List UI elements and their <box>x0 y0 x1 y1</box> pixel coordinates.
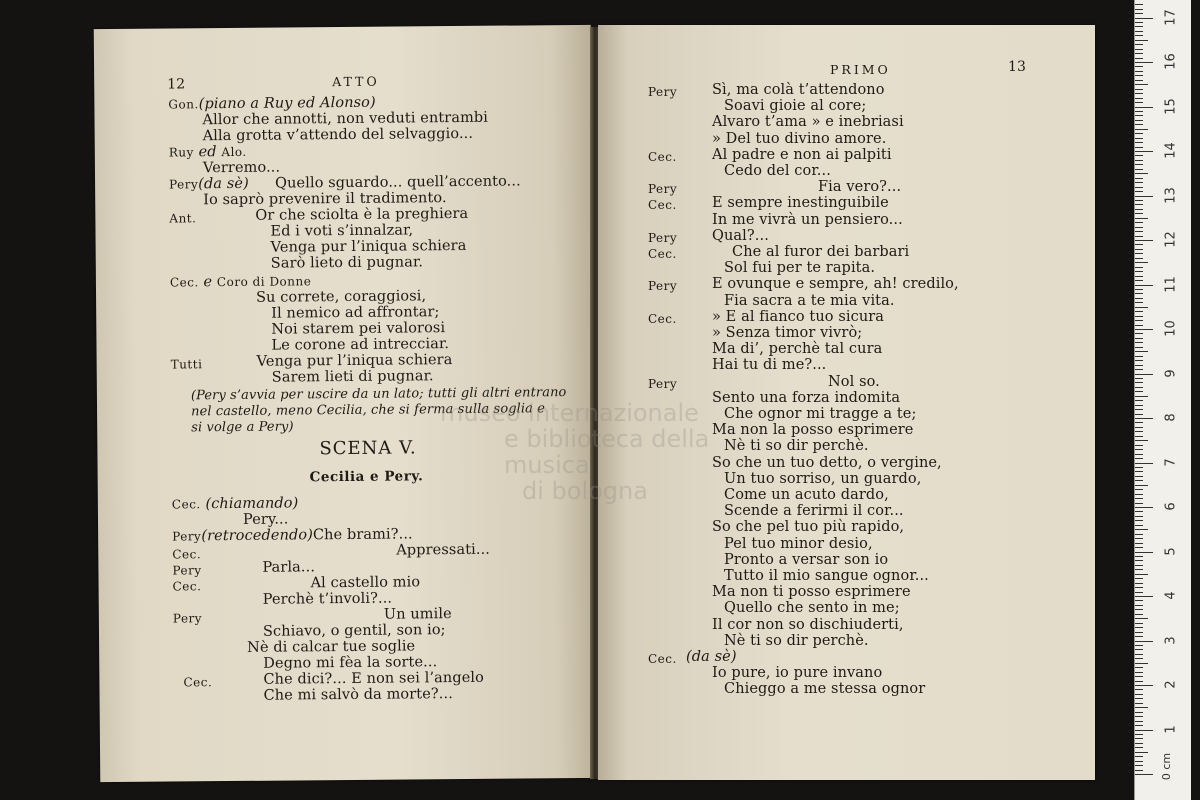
ruler-tick <box>1135 422 1143 423</box>
verse-line: Scende a ferirmi il cor... <box>724 503 904 520</box>
verse-line: Un tuo sorriso, un guardo, <box>724 470 922 487</box>
ruler-tick <box>1135 253 1143 254</box>
verse-line: Cec. e Coro di Donne <box>169 274 312 291</box>
verse-line: Perchè t’involi?... <box>262 590 393 608</box>
ruler-tick <box>1135 552 1153 553</box>
ruler-tick <box>1135 525 1143 526</box>
ruler-tick <box>1135 191 1143 192</box>
speaker-label: Cec. <box>183 675 213 690</box>
ruler-tick <box>1135 387 1143 388</box>
ruler-tick <box>1135 569 1143 570</box>
ruler-tick <box>1135 707 1148 708</box>
ruler-tick <box>1135 160 1143 161</box>
ruler-tick <box>1135 529 1148 530</box>
speaker-label: Pery <box>172 611 203 626</box>
verse-line: Sol fui per te rapita. <box>724 260 876 277</box>
ruler-tick <box>1135 565 1143 566</box>
speaker-label: Cec. <box>172 579 202 594</box>
ruler-tick <box>1135 658 1143 659</box>
ruler-tick <box>1135 133 1143 134</box>
ruler-tick <box>1135 463 1153 464</box>
ruler-tick <box>1135 18 1153 19</box>
ruler-tick <box>1135 338 1143 339</box>
ruler-tick <box>1135 600 1143 601</box>
speaker-label: Cec. <box>172 547 202 562</box>
ruler-tick <box>1135 494 1143 495</box>
ruler-number: 6 <box>1163 502 1179 511</box>
ruler-tick <box>1135 115 1143 116</box>
ruler-tick <box>1135 89 1143 90</box>
verse-line: Come un acuto dardo, <box>724 487 889 503</box>
ruler-tick <box>1135 734 1143 735</box>
ruler-tick <box>1135 587 1143 588</box>
ruler-number: 7 <box>1163 457 1179 467</box>
ruler-tick <box>1135 547 1143 548</box>
ruler-tick <box>1135 703 1143 704</box>
ruler-tick <box>1135 743 1143 744</box>
stage-direction: nel castello, meno Cecilia, che si ferma sulla soglia e <box>191 401 546 420</box>
ruler-tick <box>1135 285 1153 286</box>
ruler-tick <box>1135 98 1143 99</box>
ruler-tick <box>1135 503 1143 504</box>
ruler-tick <box>1135 543 1143 544</box>
ruler-number: 11 <box>1163 275 1179 293</box>
ruler-tick <box>1135 169 1143 170</box>
verse-line: Che al furor dei barbari <box>732 244 910 260</box>
speaker-label: Pery <box>648 85 678 99</box>
ruler-tick <box>1135 578 1143 579</box>
ruler-number: 13 <box>1163 186 1179 204</box>
ruler-tick <box>1135 756 1143 757</box>
ruler-number: 5 <box>1163 546 1179 556</box>
speaker-label: Cec. <box>648 149 677 164</box>
verse-line: Venga pur l’iniqua schiera <box>256 352 453 370</box>
ruler-tick <box>1135 102 1143 103</box>
ruler-tick <box>1135 155 1143 156</box>
ruler-tick <box>1135 636 1143 637</box>
ruler-tick <box>1135 307 1148 308</box>
ruler-tick <box>1135 730 1153 731</box>
ruler-tick <box>1135 374 1153 375</box>
ruler-number: 16 <box>1163 53 1179 70</box>
ruler-number: 15 <box>1163 97 1179 115</box>
ruler-tick <box>1135 574 1148 575</box>
verse-line: Un umile <box>383 606 452 623</box>
ruler-tick <box>1135 641 1153 642</box>
ruler-tick <box>1135 480 1143 481</box>
ruler-tick <box>1135 458 1143 459</box>
ruler-tick <box>1135 721 1143 722</box>
ruler-tick <box>1135 560 1143 561</box>
ruler-tick <box>1135 747 1143 748</box>
verse-line: Ed i voti s’innalzar, <box>270 222 414 240</box>
verse-line: Quello che sento in me; <box>724 600 900 617</box>
ruler-tick <box>1135 712 1143 713</box>
verse-line: Alvaro t’ama » e inebriasi <box>712 114 904 131</box>
verse-line: Cedo del cor... <box>724 163 831 179</box>
ruler-tick <box>1135 178 1143 179</box>
ruler-tick <box>1135 556 1143 557</box>
ruler-tick <box>1135 120 1143 121</box>
ruler-tick <box>1135 485 1148 486</box>
ruler-tick <box>1135 53 1143 54</box>
ruler-tick <box>1135 770 1143 771</box>
verse-line: Ma non ti posso esprimere <box>712 584 911 601</box>
verse-line: Io saprò prevenire il tradimento. <box>203 190 447 209</box>
verse-line: So che pel tuo più rapido, <box>712 519 905 536</box>
speaker-label: Ant. <box>169 211 197 226</box>
ruler-tick <box>1135 369 1143 370</box>
ruler-tick <box>1135 111 1143 112</box>
verse-line: In me vivrà un pensiero... <box>712 211 903 228</box>
left-running-head: ATTO <box>332 73 380 90</box>
ruler-tick <box>1135 672 1143 673</box>
ruler-tick <box>1135 267 1143 268</box>
verse-line: Il nemico ad affrontar; <box>271 304 440 322</box>
ruler-tick <box>1135 632 1143 633</box>
ruler-tick <box>1135 436 1143 437</box>
ruler-tick <box>1135 4 1143 5</box>
ruler-number: 10 <box>1163 320 1179 337</box>
ruler-tick <box>1135 31 1143 32</box>
ruler-tick <box>1135 645 1143 646</box>
verse-line: Venga pur l’iniqua schiera <box>270 237 467 256</box>
ruler-tick <box>1135 538 1143 539</box>
ruler-tick <box>1135 520 1143 521</box>
ruler-number: 4 <box>1163 591 1179 600</box>
left-page-number: 12 <box>167 76 186 93</box>
verse-line: Nè di calcar tue soglie <box>247 638 416 656</box>
ruler-tick <box>1135 654 1143 655</box>
speaker-label: Cec. <box>648 652 677 666</box>
ruler-tick <box>1135 316 1143 317</box>
ruler-number: 2 <box>1163 680 1179 689</box>
ruler-tick <box>1135 196 1153 197</box>
ruler-tick <box>1135 445 1143 446</box>
ruler-tick <box>1135 35 1143 36</box>
ruler-tick <box>1135 418 1153 419</box>
verse-line: Or che sciolta è la preghiera <box>255 205 469 224</box>
verse-line: Nè ti so dir perchè. <box>724 438 869 455</box>
ruler-tick <box>1135 49 1143 50</box>
ruler-tick <box>1135 129 1148 130</box>
ruler-tick <box>1135 427 1143 428</box>
ruler-tick <box>1135 218 1148 219</box>
ruler-tick <box>1135 716 1143 717</box>
ruler-tick <box>1135 440 1148 441</box>
ruler-unit-label: 0 cm <box>1160 752 1174 781</box>
ruler-tick <box>1135 227 1143 228</box>
ruler-tick <box>1135 231 1143 232</box>
ruler-tick <box>1135 592 1143 593</box>
ruler-tick <box>1135 124 1143 125</box>
ruler-tick <box>1135 649 1143 650</box>
ruler-tick <box>1135 320 1143 321</box>
ruler-tick <box>1135 765 1143 766</box>
verse-line: Qual?... <box>712 227 769 244</box>
verse-line: Sarò lieto di pugnar. <box>270 254 424 272</box>
verse-line: Nè ti so dir perchè. <box>724 632 869 649</box>
verse-line: Che mi salvò da morte?... <box>263 686 453 704</box>
verse-line: Su correte, coraggiosi, <box>256 288 427 306</box>
ruler-number: 1 <box>1163 724 1179 734</box>
ruler-tick <box>1135 605 1143 606</box>
verse-line: Schiavo, o gentil, son io; <box>262 622 446 640</box>
ruler-tick <box>1135 774 1153 775</box>
ruler-tick <box>1135 249 1143 250</box>
ruler-tick <box>1135 209 1143 210</box>
ruler-tick <box>1135 325 1143 326</box>
ruler-tick <box>1135 258 1143 259</box>
verse-line: Nol so. <box>828 373 880 390</box>
ruler-tick <box>1135 276 1143 277</box>
ruler-tick <box>1135 516 1143 517</box>
verse-line: Pel tuo minor desio, <box>724 535 873 552</box>
ruler-tick <box>1135 93 1143 94</box>
ruler-tick <box>1135 173 1148 174</box>
ruler-tick <box>1135 342 1143 343</box>
ruler-tick <box>1135 689 1143 690</box>
verse-line: Hai tu di me?... <box>712 357 827 374</box>
ruler-tick <box>1135 405 1143 406</box>
ruler-tick <box>1135 400 1143 401</box>
ruler-tick <box>1135 618 1148 619</box>
ruler-tick <box>1135 489 1143 490</box>
verse-line: E ovunque e sempre, ah! credilo, <box>712 276 959 293</box>
right-running-head: PRIMO <box>830 62 891 77</box>
ruler-tick <box>1135 187 1143 188</box>
verse-line: Fia sacra a te mia vita. <box>724 292 895 309</box>
verse-line: Che ognor mi tragge a te; <box>724 406 917 422</box>
ruler-tick <box>1135 396 1148 397</box>
ruler-tick <box>1135 752 1148 753</box>
ruler-tick <box>1135 44 1143 45</box>
ruler-tick <box>1135 280 1143 281</box>
ruler-tick <box>1135 725 1143 726</box>
verse-line: Che dici?... E non sei l’angelo <box>263 669 485 688</box>
ruler-tick <box>1135 614 1143 615</box>
ruler-tick <box>1135 107 1153 108</box>
ruler-tick <box>1135 75 1143 76</box>
ruler-tick <box>1135 623 1143 624</box>
speaker-label: Tutti <box>170 357 203 372</box>
ruler-tick <box>1135 236 1143 237</box>
speaker-label: Pery <box>648 230 678 245</box>
verse-line: Io pure, io pure invano <box>712 665 883 682</box>
ruler-tick <box>1135 449 1143 450</box>
ruler-tick <box>1135 681 1143 682</box>
scene-title: SCENA V. <box>319 437 417 460</box>
ruler-tick <box>1135 333 1143 334</box>
speaker-label: Cec. <box>648 198 677 213</box>
ruler-tick <box>1135 40 1148 41</box>
verse-line: Al padre e non ai palpiti <box>712 146 892 163</box>
ruler-tick <box>1135 663 1148 664</box>
ruler-tick <box>1135 151 1153 152</box>
ruler-tick <box>1135 298 1143 299</box>
ruler-tick <box>1135 534 1143 535</box>
stage-direction: (Pery s’avvia per uscire da un lato; tutti gli altri entrano <box>190 385 567 404</box>
scene-characters: Cecilia e Pery. <box>309 468 424 486</box>
ruler-tick <box>1135 360 1143 361</box>
ruler-tick <box>1135 498 1143 499</box>
verse-line: Le corone ad intrecciar. <box>271 336 450 354</box>
ruler-tick <box>1135 302 1143 303</box>
verse-line: Parla... <box>262 559 316 576</box>
speaker-label: Cec. <box>648 311 677 326</box>
ruler-tick <box>1135 627 1143 628</box>
ruler-tick <box>1135 471 1143 472</box>
ruler-tick <box>1135 271 1143 272</box>
verse-line: Alla grotta v’attendo del selvaggio... <box>202 125 474 145</box>
ruler-number: 14 <box>1163 142 1179 159</box>
speaker-label: Pery <box>648 279 678 294</box>
verse-line: Verremo... <box>202 159 281 177</box>
ruler-tick <box>1135 62 1153 63</box>
ruler-tick <box>1135 222 1143 223</box>
ruler-tick <box>1135 71 1143 72</box>
ruler-tick <box>1135 240 1153 241</box>
verse-line: Degno mi fèa la sorte... <box>263 654 438 672</box>
library-watermark: museo internazionale e biblioteca della musica di bologna <box>440 399 710 505</box>
ruler-number: 8 <box>1163 413 1179 422</box>
verse-line: Tutto il mio sangue ognor... <box>724 568 929 584</box>
verse-line: E sempre inestinguibile <box>712 195 889 212</box>
stage-direction: si volge a Pery) <box>191 419 294 436</box>
ruler-tick <box>1135 204 1143 205</box>
ruler-tick <box>1135 9 1143 10</box>
ruler-tick <box>1135 667 1143 668</box>
ruler-tick <box>1135 200 1143 201</box>
verse-line: So che un tuo detto, o vergine, <box>712 454 942 471</box>
ruler-tick <box>1135 329 1153 330</box>
ruler-tick <box>1135 13 1143 14</box>
measuring-ruler <box>1134 0 1191 800</box>
ruler-number: 17 <box>1163 8 1179 26</box>
ruler-tick <box>1135 382 1143 383</box>
verse-line: » Del tuo divino amore. <box>712 130 887 147</box>
ruler-tick <box>1135 213 1143 214</box>
ruler-tick <box>1135 609 1143 610</box>
verse-line: Ma di’, perchè tal cura <box>712 341 883 358</box>
ruler-tick <box>1135 147 1143 148</box>
verse-line: Allor che annotti, non veduti entrambi <box>202 109 489 129</box>
speaker-label: Cec. <box>648 247 677 261</box>
ruler-number: 12 <box>1163 231 1179 248</box>
speaker-label: Pery <box>172 563 202 578</box>
ruler-tick <box>1135 58 1143 59</box>
ruler-tick <box>1135 365 1143 366</box>
ruler-tick <box>1135 293 1143 294</box>
ruler-tick <box>1135 347 1143 348</box>
ruler-tick <box>1135 289 1143 290</box>
ruler-tick <box>1135 66 1143 67</box>
ruler-tick <box>1135 262 1148 263</box>
ruler-number: 3 <box>1163 635 1179 645</box>
verse-line: Pery(da sè) <box>169 175 249 193</box>
ruler-tick <box>1135 596 1153 597</box>
ruler-tick <box>1135 431 1143 432</box>
verse-line: Sento una forza indomita <box>712 389 901 406</box>
ruler-tick <box>1135 26 1143 27</box>
ruler-tick <box>1135 244 1143 245</box>
verse-line: Fia vero?... <box>818 179 902 196</box>
verse-line: Soavi gioie al core; <box>724 98 867 115</box>
verse-line: Appressati... <box>396 541 491 559</box>
ruler-tick <box>1135 164 1143 165</box>
verse-line: Il cor non so dischiuderti, <box>712 616 904 633</box>
ruler-tick <box>1135 182 1143 183</box>
ruler-tick <box>1135 761 1143 762</box>
speaker-label: Pery <box>648 376 678 391</box>
verse-line: Noi starem pei valorosi <box>271 320 446 338</box>
stage-aside: (da sè) <box>686 649 737 665</box>
ruler-tick <box>1135 676 1143 677</box>
ruler-tick <box>1135 391 1143 392</box>
verse-line: » Senza timor vivrò; <box>712 325 863 341</box>
speaker-label: Pery <box>648 182 678 197</box>
ruler-tick <box>1135 80 1143 81</box>
ruler-tick <box>1135 738 1143 739</box>
ruler-tick <box>1135 84 1148 85</box>
verse-line: Gon.(piano a Ruy ed Alonso) <box>168 94 376 113</box>
ruler-tick <box>1135 142 1143 143</box>
ruler-tick <box>1135 698 1143 699</box>
ruler-number: 9 <box>1163 368 1179 378</box>
ruler-tick <box>1135 507 1153 508</box>
verse-line: Chieggo a me stessa ognor <box>724 681 926 698</box>
verse-line: Pery... <box>242 511 289 528</box>
ruler-tick <box>1135 138 1143 139</box>
ruler-tick <box>1135 409 1143 410</box>
ruler-tick <box>1135 22 1143 23</box>
ruler-tick <box>1135 476 1143 477</box>
ruler-tick <box>1135 356 1143 357</box>
verse-line: Ruy ed Alo. <box>168 144 247 161</box>
ruler-tick <box>1135 351 1148 352</box>
verse-line: Ma non la posso esprimere <box>712 422 914 439</box>
ruler-tick <box>1135 378 1143 379</box>
ruler-tick <box>1135 694 1143 695</box>
ruler-tick <box>1135 414 1143 415</box>
verse-line: Sì, ma colà t’attendono <box>712 82 885 98</box>
ruler-tick <box>1135 467 1143 468</box>
verse-line: Quello sguardo... quell’accento... <box>275 173 521 192</box>
ruler-tick <box>1135 311 1143 312</box>
verse-line: Cec. (chiamando) <box>171 495 299 513</box>
verse-line: Sarem lieti di pugnar. <box>271 368 434 386</box>
ruler-tick <box>1135 454 1143 455</box>
verse-line: » E al fianco tuo sicura <box>712 308 885 325</box>
verse-line: Pronto a versar son io <box>724 551 889 568</box>
verse-line: Pery(retrocedendo)Che brami?... <box>172 526 413 545</box>
ruler-tick <box>1135 685 1153 686</box>
right-page-number: 13 <box>1008 59 1027 75</box>
ruler-tick <box>1135 511 1143 512</box>
ruler-tick <box>1135 583 1143 584</box>
verse-line: Al castello mio <box>310 574 421 592</box>
